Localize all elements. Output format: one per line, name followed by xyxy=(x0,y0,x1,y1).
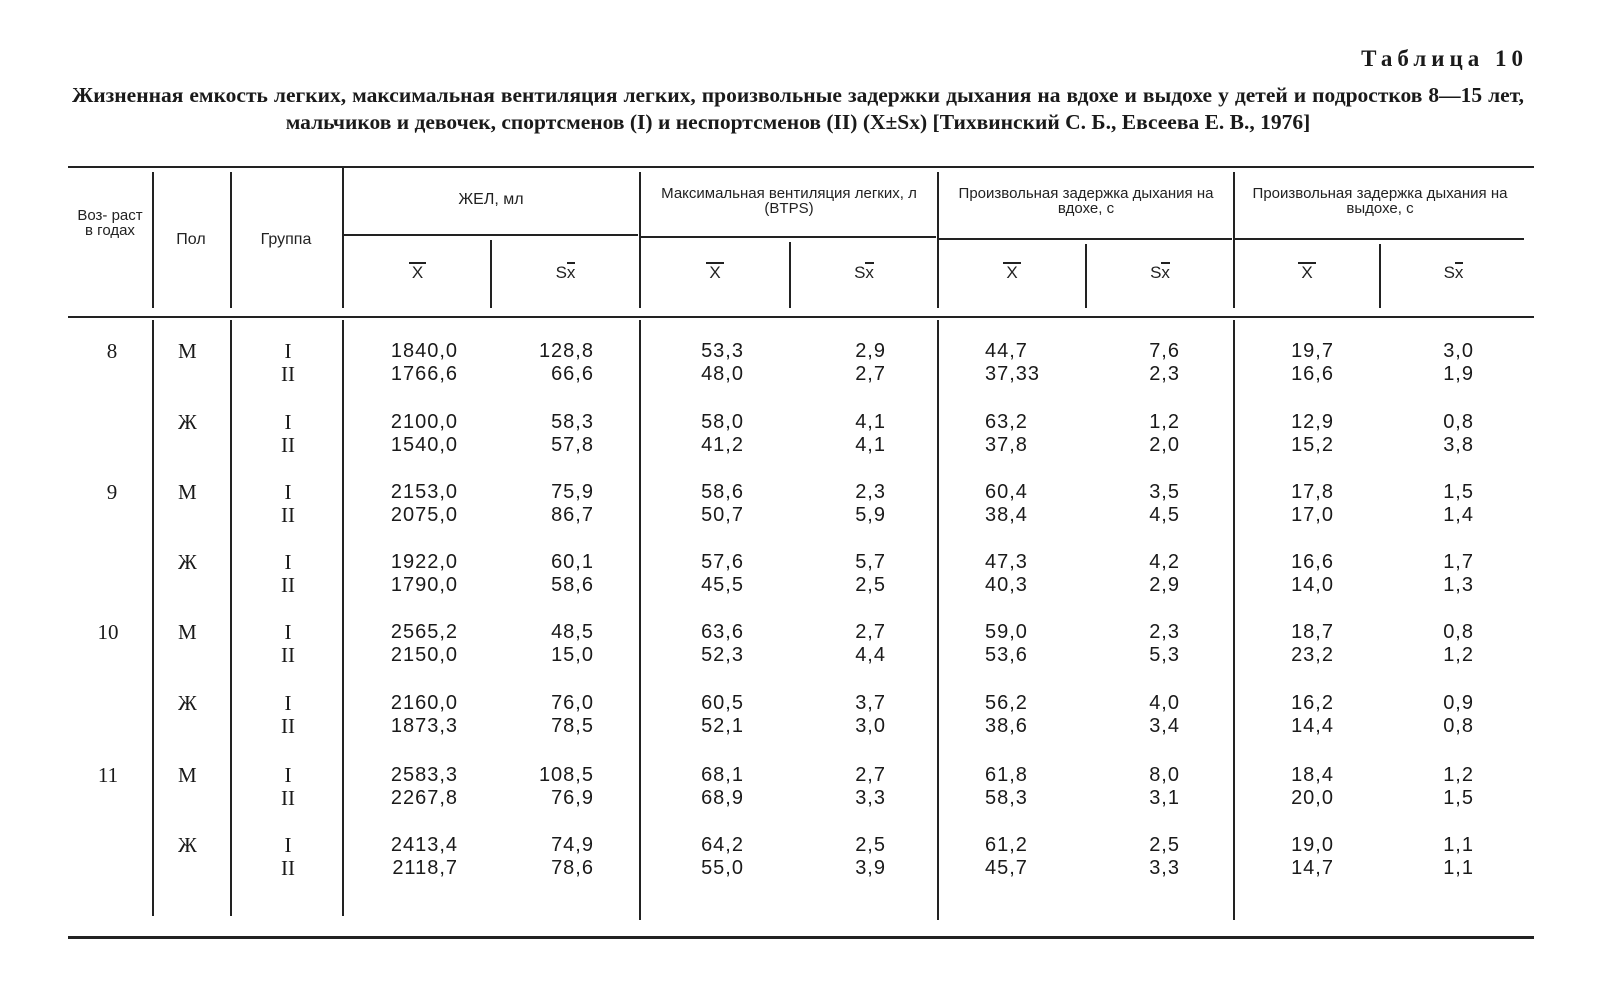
cell-inhale-mean: 61,2 45,7 xyxy=(985,834,1028,879)
cell-inhale-error: 1,2 2,0 xyxy=(1149,411,1180,456)
cell-inhale-error: 4,0 3,4 xyxy=(1149,692,1180,737)
cell-exhale-mean: 18,4 20,0 xyxy=(1291,764,1334,809)
cell-inhale-error: 3,5 4,5 xyxy=(1149,481,1180,526)
column-divider xyxy=(152,172,154,308)
cell-group: I II xyxy=(281,480,295,527)
cell-mvl-error: 2,5 3,9 xyxy=(855,834,886,879)
subheader-inhale-mean: X xyxy=(939,262,1085,283)
cell-vc-error: 74,9 78,6 xyxy=(551,834,594,879)
cell-vc-error: 75,9 86,7 xyxy=(551,481,594,526)
cell-inhale-mean: 61,8 58,3 xyxy=(985,764,1028,809)
header-sex: Пол xyxy=(176,231,206,248)
cell-mvl-error: 2,3 5,9 xyxy=(855,481,886,526)
column-divider xyxy=(342,168,344,308)
header-mvl: Максимальная вентиляция легких, л (BTPS) xyxy=(661,185,917,217)
cell-exhale-mean: 19,0 14,7 xyxy=(1291,834,1334,879)
cell-mvl-error: 3,7 3,0 xyxy=(855,692,886,737)
table-number: Таблица 10 xyxy=(1361,46,1528,71)
cell-group: I II xyxy=(281,410,295,457)
cell-exhale-error: 1,1 1,1 xyxy=(1443,834,1474,879)
header-subline xyxy=(344,234,638,236)
cell-vc-mean: 1840,0 1766,6 xyxy=(390,340,458,385)
cell-sex: М xyxy=(178,339,197,363)
cell-age: 9 xyxy=(106,480,118,504)
cell-exhale-error: 1,5 1,4 xyxy=(1443,481,1474,526)
cell-group: I II xyxy=(281,833,295,880)
cell-vc-mean: 2413,4 2118,7 xyxy=(390,834,458,879)
header-subline xyxy=(939,238,1232,240)
header-group: Группа xyxy=(260,231,312,248)
cell-inhale-mean: 44,7 37,33 xyxy=(985,340,1041,385)
cell-sex: М xyxy=(178,480,197,504)
column-divider xyxy=(639,172,641,308)
column-divider xyxy=(230,320,232,916)
cell-exhale-error: 1,2 1,5 xyxy=(1443,764,1474,809)
cell-vc-mean: 2160,0 1873,3 xyxy=(390,692,458,737)
cell-mvl-mean: 60,5 52,1 xyxy=(701,692,744,737)
subheader-inhale-error: Sx xyxy=(1150,263,1170,282)
cell-inhale-mean: 56,2 38,6 xyxy=(985,692,1028,737)
cell-mvl-error: 5,7 2,5 xyxy=(855,551,886,596)
subheader-vc-error: Sx xyxy=(555,263,576,282)
cell-inhale-mean: 60,4 38,4 xyxy=(985,481,1028,526)
cell-inhale-mean: 47,3 40,3 xyxy=(985,551,1028,596)
cell-exhale-mean: 19,7 16,6 xyxy=(1291,340,1334,385)
cell-exhale-mean: 12,9 15,2 xyxy=(1291,411,1334,456)
cell-vc-error: 48,5 15,0 xyxy=(551,621,594,666)
cell-mvl-mean: 68,1 68,9 xyxy=(701,764,744,809)
cell-sex: Ж xyxy=(178,691,197,715)
cell-sex: Ж xyxy=(178,410,197,434)
cell-inhale-error: 7,6 2,3 xyxy=(1149,340,1180,385)
cell-age: 11 xyxy=(97,763,119,787)
column-divider xyxy=(1233,172,1235,308)
cell-exhale-error: 1,7 1,3 xyxy=(1443,551,1474,596)
subheader-vc-mean: X xyxy=(345,262,490,283)
rule-top xyxy=(68,166,1534,168)
cell-sex: М xyxy=(178,620,197,644)
header-subline xyxy=(1235,238,1524,240)
cell-exhale-error: 0,8 1,2 xyxy=(1443,621,1474,666)
column-divider xyxy=(152,320,154,916)
cell-age: 8 xyxy=(106,339,118,363)
cell-vc-mean: 2153,0 2075,0 xyxy=(390,481,458,526)
cell-exhale-error: 0,9 0,8 xyxy=(1443,692,1474,737)
cell-exhale-error: 0,8 3,8 xyxy=(1443,411,1474,456)
cell-vc-error: 58,3 57,8 xyxy=(551,411,594,456)
cell-exhale-mean: 16,6 14,0 xyxy=(1291,551,1334,596)
cell-group: I II xyxy=(281,763,295,810)
subheader-mvl-mean: X xyxy=(641,262,789,283)
cell-sex: Ж xyxy=(178,550,197,574)
cell-group: I II xyxy=(281,550,295,597)
cell-mvl-mean: 63,6 52,3 xyxy=(701,621,744,666)
cell-vc-mean: 2565,2 2150,0 xyxy=(390,621,458,666)
cell-inhale-error: 4,2 2,9 xyxy=(1149,551,1180,596)
cell-vc-error: 108,5 76,9 xyxy=(538,764,594,809)
cell-inhale-error: 8,0 3,1 xyxy=(1149,764,1180,809)
cell-inhale-mean: 59,0 53,6 xyxy=(985,621,1028,666)
cell-vc-error: 60,1 58,6 xyxy=(551,551,594,596)
cell-vc-mean: 2583,3 2267,8 xyxy=(390,764,458,809)
cell-group: I II xyxy=(281,620,295,667)
cell-vc-mean: 1922,0 1790,0 xyxy=(390,551,458,596)
column-divider xyxy=(1233,320,1235,920)
table-caption: Жизненная емкость легких, максимальная вентиляция легких, произвольные задержки дыхания на вдохе и выдохе у детей и подростков 8—15 лет, мальчиков и девочек, спортсменов (I) и неспортсменов (II) (X±Sx) [Тихвинский С. Б., Евсеева Е. В., 1976] xyxy=(72,83,1524,134)
cell-mvl-mean: 64,2 55,0 xyxy=(701,834,744,879)
rule-header-bottom xyxy=(68,316,1534,318)
cell-inhale-mean: 63,2 37,8 xyxy=(985,411,1028,456)
cell-sex: Ж xyxy=(178,833,197,857)
cell-exhale-error: 3,0 1,9 xyxy=(1443,340,1474,385)
cell-mvl-mean: 58,0 41,2 xyxy=(701,411,744,456)
header-exhale-hold: Произвольная задержка дыхания на выдохе, с xyxy=(1252,185,1508,217)
cell-mvl-error: 2,7 4,4 xyxy=(855,621,886,666)
cell-vc-error: 76,0 78,5 xyxy=(551,692,594,737)
cell-exhale-mean: 18,7 23,2 xyxy=(1291,621,1334,666)
cell-vc-error: 128,8 66,6 xyxy=(538,340,594,385)
column-divider xyxy=(937,172,939,308)
cell-exhale-mean: 17,8 17,0 xyxy=(1291,481,1334,526)
cell-group: I II xyxy=(281,691,295,738)
header-age: Воз- раст в годах xyxy=(77,207,143,239)
cell-exhale-mean: 16,2 14,4 xyxy=(1291,692,1334,737)
cell-mvl-mean: 58,6 50,7 xyxy=(701,481,744,526)
cell-mvl-mean: 57,6 45,5 xyxy=(701,551,744,596)
rule-bottom xyxy=(68,936,1534,939)
header-subline xyxy=(641,236,936,238)
cell-age: 10 xyxy=(97,620,119,644)
cell-mvl-error: 4,1 4,1 xyxy=(855,411,886,456)
cell-group: I II xyxy=(281,339,295,386)
cell-mvl-error: 2,7 3,3 xyxy=(855,764,886,809)
header-vc: ЖЕЛ, мл xyxy=(458,191,524,208)
cell-mvl-error: 2,9 2,7 xyxy=(855,340,886,385)
column-divider xyxy=(937,320,939,920)
header-inhale-hold: Произвольная задержка дыхания на вдохе, с xyxy=(958,185,1214,217)
cell-mvl-mean: 53,3 48,0 xyxy=(701,340,744,385)
column-divider xyxy=(342,320,344,916)
cell-vc-mean: 2100,0 1540,0 xyxy=(390,411,458,456)
column-divider xyxy=(639,320,641,920)
cell-inhale-error: 2,3 5,3 xyxy=(1149,621,1180,666)
subheader-exhale-error: Sx xyxy=(1443,263,1464,282)
column-divider xyxy=(230,172,232,308)
subheader-mvl-error: Sx xyxy=(854,263,874,282)
cell-sex: М xyxy=(178,763,197,787)
subheader-exhale-mean: X xyxy=(1235,262,1379,283)
cell-inhale-error: 2,5 3,3 xyxy=(1149,834,1180,879)
